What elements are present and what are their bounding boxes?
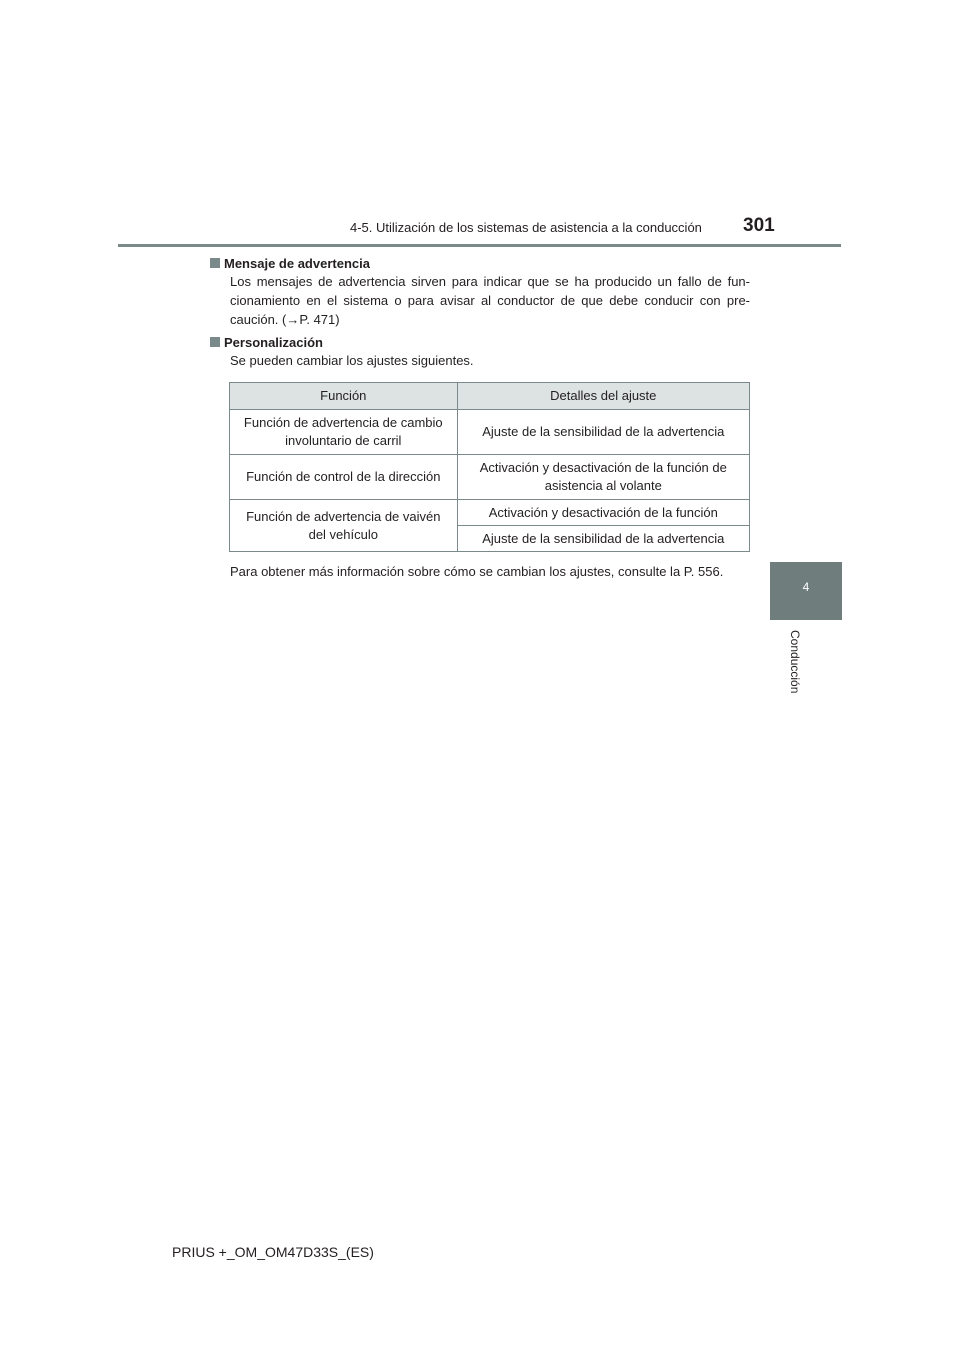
header-section-title: 4-5. Utilización de los sistemas de asistencia a la conducción — [350, 220, 702, 235]
section-warning-message — [210, 254, 750, 329]
document-code: PRIUS +_OM_OM47D33S_(ES) — [172, 1244, 374, 1260]
section-heading — [210, 254, 750, 272]
chapter-number: 4 — [802, 580, 810, 594]
table-cell-details: Ajuste de la sensibilidad de la advertencia — [457, 410, 749, 455]
table-cell-details: Activación y desactivación de la función — [457, 500, 749, 526]
table-cell-function: Función de control de la dirección — [230, 455, 458, 500]
page-number: 301 — [743, 215, 775, 236]
table-row — [230, 500, 750, 526]
section-heading — [210, 333, 750, 351]
column-header-details: Detalles del ajuste — [457, 383, 749, 410]
table-row — [230, 455, 750, 500]
square-bullet-icon — [210, 337, 220, 347]
table-header-row — [230, 383, 750, 410]
square-bullet-icon — [210, 258, 220, 268]
section-heading-text: Personalización — [224, 334, 323, 350]
section-body: Los mensajes de advertencia sirven para indicar que se ha producido un fallo de fun-cionamiento en el sistema o para avisar al conductor de que debe conducir con pre-caución. (→P. 471) — [230, 274, 750, 327]
table-cell-function: Función de advertencia de vaivén del vehículo — [230, 500, 458, 552]
section-heading-text: Mensaje de advertencia — [224, 255, 370, 271]
section-body: Se pueden cambiar los ajustes siguientes. — [230, 353, 474, 368]
settings-reference-note: Para obtener más información sobre cómo se cambian los ajustes, consulte la P. 556. — [230, 564, 724, 579]
settings-table — [229, 382, 750, 552]
section-personalization — [210, 333, 750, 370]
column-header-function: Función — [230, 383, 458, 410]
table-cell-details: Ajuste de la sensibilidad de la advertencia — [457, 526, 749, 552]
table-cell-details: Activación y desactivación de la función de asistencia al volante — [457, 455, 749, 500]
table-cell-function: Función de advertencia de cambio involuntario de carril — [230, 410, 458, 455]
chapter-tab — [770, 562, 842, 620]
table-row — [230, 410, 750, 455]
chapter-label: Conducción — [788, 630, 802, 694]
header-divider — [118, 244, 841, 247]
